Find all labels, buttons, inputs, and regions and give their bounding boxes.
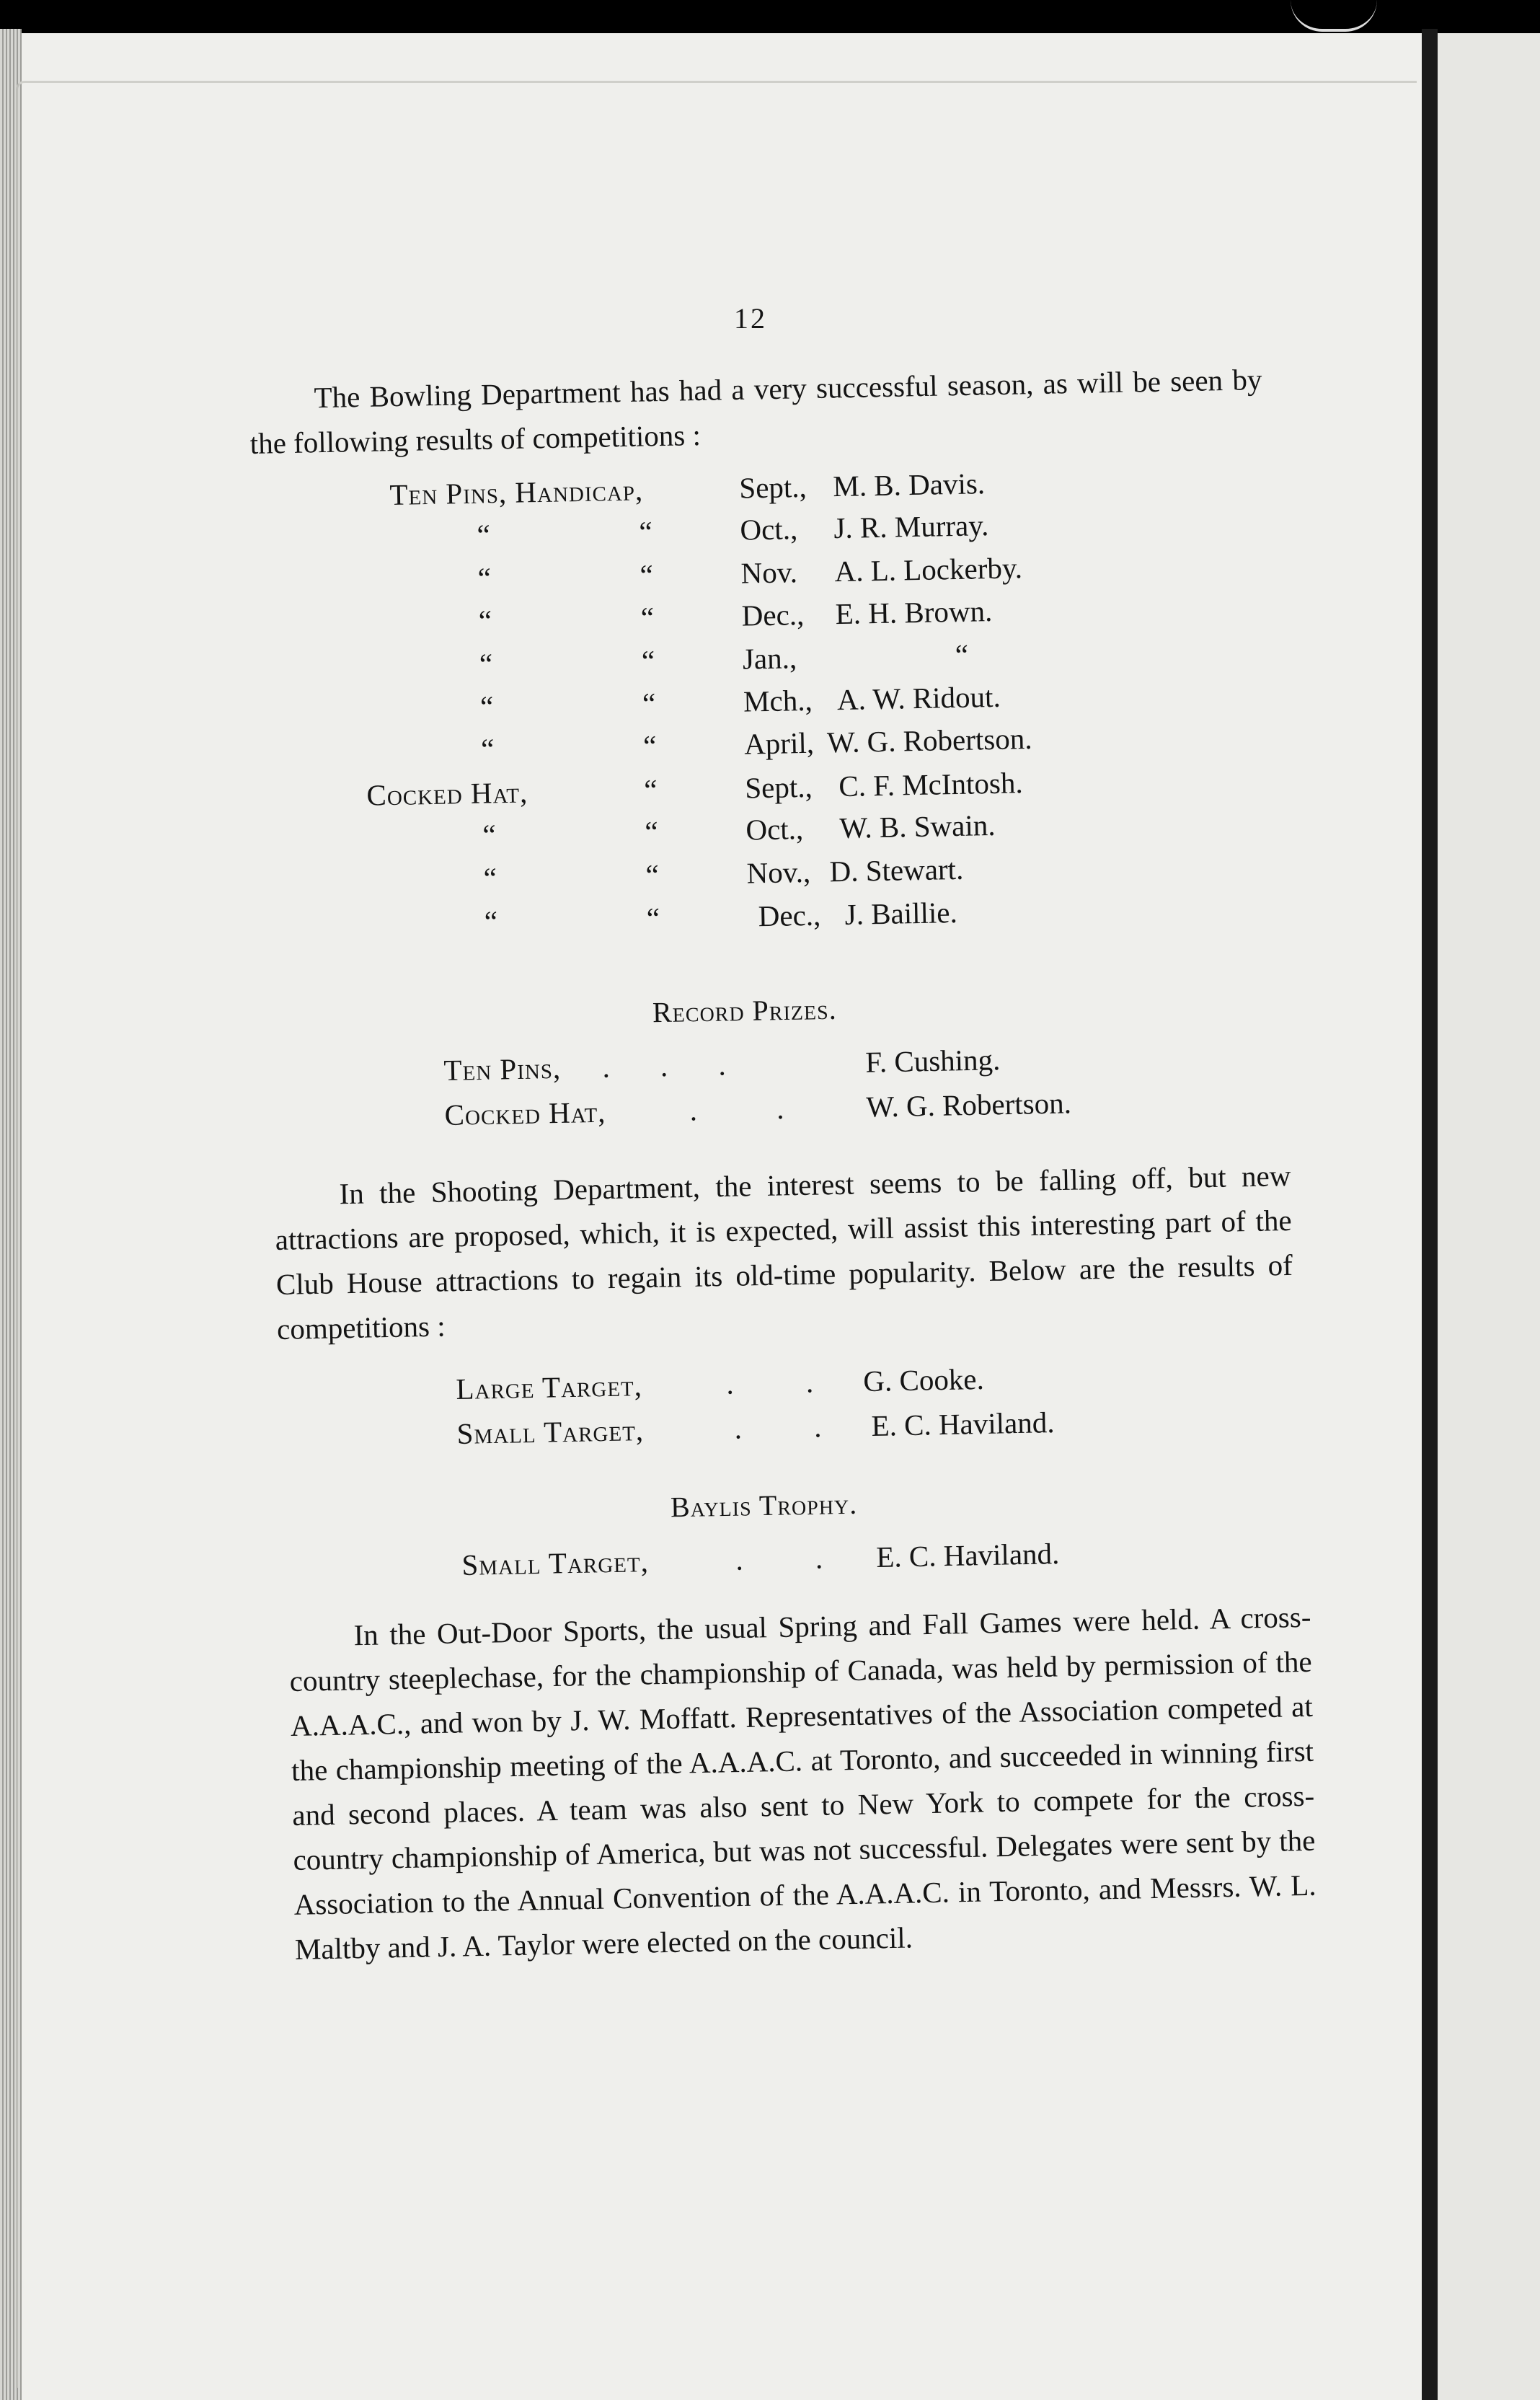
month-cell: April, xyxy=(743,725,815,761)
leader-dots: . . xyxy=(725,1365,814,1400)
ditto-mark: “ xyxy=(479,647,493,681)
baylis-trophy-heading: Baylis Trophy. xyxy=(670,1487,858,1524)
winner-cell: M. B. Davis. xyxy=(832,467,986,503)
winner-cell: “ xyxy=(955,638,969,671)
event-label: Small Target, xyxy=(456,1413,645,1450)
shooting-paragraph xyxy=(274,1153,1294,1351)
ditto-mark: “ xyxy=(642,728,657,763)
outdoor-sports-paragraph xyxy=(288,1594,1317,1972)
bowling-results-table xyxy=(366,462,1192,968)
ditto-mark: “ xyxy=(482,818,497,852)
winner-cell: E. C. Haviland. xyxy=(871,1406,1055,1442)
event-name xyxy=(443,1051,562,1088)
month-cell: Dec., xyxy=(758,898,821,933)
event-name xyxy=(456,1368,642,1406)
shooting-results-table xyxy=(456,1358,1179,1473)
winner-cell: W. G. Robertson. xyxy=(826,721,1032,759)
page-number: 12 xyxy=(734,302,767,335)
ditto-mark: “ xyxy=(480,732,495,766)
event-name xyxy=(444,1095,606,1132)
ditto-mark: “ xyxy=(646,901,660,935)
table-row xyxy=(389,472,644,512)
book-gutter xyxy=(1422,29,1438,2400)
month-cell: Nov., xyxy=(746,855,811,890)
winner-cell: J. Baillie. xyxy=(844,895,958,931)
winner-cell: F. Cushing. xyxy=(864,1043,1001,1079)
ditto-mark: “ xyxy=(484,904,498,938)
month-cell: Oct., xyxy=(740,512,798,547)
facing-page-edge xyxy=(1438,33,1540,2400)
event-name: Cocked Hat, xyxy=(366,775,528,812)
event-label: Large Target, xyxy=(456,1369,643,1406)
winner-cell: J. R. Murray. xyxy=(833,508,989,545)
winner-cell: C. F. McIntosh. xyxy=(838,766,1024,803)
leader-dots: . . xyxy=(734,1410,822,1445)
month-cell: Oct., xyxy=(745,812,804,847)
shooting-intro-text: In the Shooting Department, the interest seems to be falling off, but new attractions are proposed, which, it is expected, will assist this interesting part of the Club House attractions to regain its old-time popularity. Below are the results of competitions : xyxy=(275,1158,1293,1346)
leader-dots: . . . xyxy=(601,1048,727,1084)
winner-cell: W. B. Swain. xyxy=(839,808,996,845)
ditto-mark: “ xyxy=(640,558,654,592)
ditto-mark: “ xyxy=(641,643,655,678)
ditto-mark: “ xyxy=(483,861,497,895)
ditto-mark: “ xyxy=(477,518,491,552)
winner-cell: W. G. Robertson. xyxy=(866,1086,1072,1124)
ditto-mark: “ xyxy=(645,814,659,849)
month-cell: Sept., xyxy=(738,469,807,505)
table-row xyxy=(366,775,528,812)
winner-cell: G. Cooke. xyxy=(862,1362,985,1398)
ditto-mark: “ xyxy=(477,561,492,595)
ditto-mark: “ xyxy=(479,689,494,723)
month-cell: Mch., xyxy=(743,683,813,718)
ditto-mark: “ xyxy=(640,600,655,635)
bowling-intro-text: The Bowling Department has had a very successful season, as will be seen by the following results of competitions : xyxy=(249,363,1262,460)
winner-cell: E. C. Haviland. xyxy=(875,1537,1060,1574)
month-cell: Dec., xyxy=(741,597,805,632)
record-prizes-heading: Record Prizes. xyxy=(652,992,837,1029)
outdoor-sports-text: In the Out-Door Sports, the usual Spring and Fall Games were held. A cross-country steeplechase, for the championship of Canada, was held by permission of the A.A.A.C., and won by J. W. Moffatt. Representatives of the Association competed at the championship meeting of the A.A.A.C. at Toronto, and succeeded in winning first and second places. A team was also sent to New York to compete for the cross-country championship of America, but was not successful. Delegates were sent by the Association to the Annual Convention of the A.A.A.C. in Toronto, and Messrs. W. L. Maltby and J. A. Taylor were elected on the council. xyxy=(289,1600,1316,1966)
event-label: Cocked Hat, xyxy=(444,1095,606,1131)
ditto-mark: “ xyxy=(642,686,656,720)
event-name xyxy=(456,1413,644,1451)
winner-cell: A. L. Lockerby. xyxy=(834,551,1023,588)
month-cell: Jan., xyxy=(742,641,797,676)
ditto-mark: “ xyxy=(645,857,660,892)
event-label: Small Target, xyxy=(461,1545,650,1581)
winner-cell: D. Stewart. xyxy=(829,852,964,888)
leader-dots: . . xyxy=(735,1541,823,1576)
record-prizes-table xyxy=(443,1039,1167,1154)
event-name xyxy=(461,1544,649,1582)
winner-cell: A. W. Ridout. xyxy=(836,679,1001,717)
winner-cell: E. H. Brown. xyxy=(835,594,993,631)
leader-dots: . . xyxy=(689,1091,784,1127)
ditto-mark: “ xyxy=(639,515,653,549)
ditto-mark: “ xyxy=(478,604,492,638)
ditto-mark: “ xyxy=(643,772,658,807)
month-cell: Nov. xyxy=(740,555,798,590)
event-name: Ten Pins, Handicap, xyxy=(389,473,644,511)
event-label: Ten Pins, xyxy=(443,1051,562,1087)
month-cell: Sept., xyxy=(744,769,813,805)
